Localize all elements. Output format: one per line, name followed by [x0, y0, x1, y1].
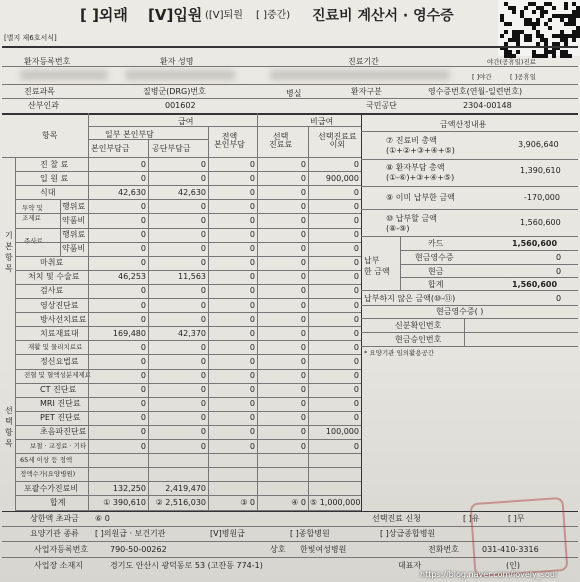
phone-label: 전화번호: [428, 545, 459, 554]
address-label: 사업장 소재지: [34, 561, 83, 570]
fee-cell: 0: [249, 300, 255, 310]
fee-cell: 0: [249, 427, 255, 437]
unpaid-value: 0: [556, 294, 562, 303]
injection-group-label: 주사료: [24, 237, 43, 245]
night-option-holiday: [ ]공휴일: [510, 73, 536, 81]
fee-cell: 0: [353, 328, 359, 338]
fee-row-label: 입 원 료: [40, 173, 69, 183]
fee-cell: ① 390,610: [103, 497, 146, 507]
grid: [208, 126, 209, 511]
fee-cell: 0: [353, 187, 359, 197]
fee-cell: 0: [353, 201, 359, 211]
rule: [2, 98, 578, 99]
fee-cell: 0: [140, 371, 146, 380]
fee-cell: 0: [140, 300, 146, 310]
fee-cell: 0: [249, 356, 255, 366]
fee-cell: 0: [249, 385, 255, 395]
fee-cell: 0: [300, 371, 306, 380]
fee-cell: 0: [200, 300, 206, 310]
fee-cell: 0: [249, 159, 255, 169]
row-divider: [15, 270, 361, 271]
unpaid-label: 납부하지 않은 금액(⑩-⑪): [364, 294, 456, 303]
grid: [148, 139, 149, 511]
fee-row-label: 진 찰 료: [40, 159, 69, 169]
row-divider: [15, 354, 361, 355]
fee-cell: 0: [140, 244, 146, 254]
patient-total-label: ⑧ 환자부담 총액 (①-⑥)+③+④+⑤): [386, 163, 455, 182]
row-divider: [15, 397, 361, 398]
qr-module: [576, 14, 580, 18]
row-divider: [15, 284, 361, 285]
row-divider: [15, 256, 361, 257]
drg-value: 001602: [165, 101, 196, 110]
fee-row-label: 처치 및 수술료: [28, 272, 80, 282]
grid: [361, 186, 578, 187]
night-label: 야간(공휴일)진료: [487, 58, 537, 66]
fee-cell: 0: [300, 314, 306, 324]
page-title: 진료비 계산서 · 영수증: [312, 8, 454, 24]
grid: [361, 113, 362, 511]
fee-cell: 0: [200, 314, 206, 324]
fee-cell: 42,630: [178, 187, 206, 197]
fee-cell: 0: [140, 413, 146, 423]
qr-module: [552, 6, 556, 10]
card-label: 카드: [428, 239, 444, 248]
fee-row-label: 전혈 및 혈액성분제제료: [24, 371, 91, 379]
fee-cell: 0: [200, 215, 206, 225]
fee-cell: 0: [300, 201, 306, 211]
fee-cell: 0: [140, 159, 146, 169]
fee-cell: 42,370: [178, 328, 206, 338]
title-inpatient: [V]입원: [148, 6, 203, 24]
grid: [361, 236, 578, 237]
fee-cell: 132,250: [112, 483, 146, 493]
grid: [361, 305, 578, 306]
fee-cell: 0: [200, 230, 206, 239]
qr-module: [500, 34, 504, 38]
fee-cell: 0: [200, 371, 206, 380]
row-divider: [15, 411, 361, 412]
fee-cell: 0: [200, 427, 206, 437]
insurer-header: 공단부담금: [152, 144, 191, 153]
total-value: 3,906,640: [518, 140, 559, 149]
selective-yes: [ ]유: [463, 514, 480, 523]
qr-module: [544, 54, 548, 58]
fee-cell: 0: [200, 385, 206, 395]
fee-cell: 0: [300, 244, 306, 254]
period-value: [270, 70, 450, 80]
due-label: ⑩ 납부할 금액 (⑧-⑨): [386, 214, 437, 233]
title-outpatient: [ ]외래: [80, 6, 128, 24]
fee-row-label: 초음파진단료: [40, 427, 87, 437]
selective-request-label: 선택진료 신청: [372, 514, 421, 523]
fee-cell: 0: [300, 385, 306, 395]
paid-label: ⑨ 이미 납부한 금액: [386, 193, 455, 202]
fee-cell: 0: [249, 399, 255, 409]
patient-name-label: 환자 성명: [160, 57, 194, 66]
id-number-label: 신분확인번호: [395, 321, 442, 330]
fee-cell: 11,563: [178, 272, 206, 282]
fee-cell: 0: [353, 286, 359, 296]
fee-cell: 0: [249, 371, 255, 380]
patient-type-value: 국민공단: [366, 101, 397, 110]
fee-cell: 0: [140, 215, 146, 225]
group-divider: [60, 199, 61, 255]
selective-header: 선택 진료료: [269, 132, 293, 149]
fee-cell: 0: [249, 258, 255, 268]
receipt-no-label: 영수증번호(연월-일련번호): [428, 87, 523, 96]
fee-cell: 46,253: [118, 272, 146, 282]
patient-name-value: [125, 70, 235, 80]
grid: [400, 277, 578, 278]
fee-cell: 0: [140, 427, 146, 437]
qr-module: [540, 14, 544, 18]
fee-cell: 0: [300, 356, 306, 366]
fee-row-label: 행위료: [62, 201, 86, 211]
fee-cell: 0: [353, 399, 359, 409]
grid: [400, 250, 578, 251]
fee-cell: 0: [249, 230, 255, 239]
due-value: 1,560,600: [520, 218, 561, 227]
row-divider: [15, 495, 361, 496]
fee-row-label: 재활 및 물리치료료: [28, 342, 83, 351]
fee-cell: 0: [353, 230, 359, 239]
fee-cell: 0: [249, 413, 255, 423]
night-option-night: [ ]야간: [472, 73, 492, 81]
fee-cell: 0: [140, 201, 146, 211]
row-divider: [15, 312, 361, 313]
grid: [361, 290, 578, 291]
fee-row-label: 합계: [50, 497, 66, 507]
qr-module: [564, 6, 568, 10]
fee-row-label: MRI 진단료: [40, 399, 81, 409]
row-divider: [15, 481, 361, 482]
self-pay-header: 본인부담금: [91, 144, 130, 153]
fee-cell: 0: [300, 215, 306, 225]
fee-cell: 0: [140, 342, 146, 352]
free-use-note: * 요양기관 임의활용공간: [364, 349, 435, 357]
fee-row-label: 행위료: [62, 230, 86, 239]
fee-cell: 0: [249, 272, 255, 282]
fee-row-label: 마취료: [40, 258, 64, 268]
hospital-name-value: 한빛여성병원: [300, 545, 347, 554]
row-divider: [15, 467, 361, 468]
meds-group-label: 투약 및 조제료: [22, 204, 43, 222]
fee-cell: 0: [200, 244, 206, 254]
fee-row-label: 치료재료대: [40, 328, 79, 338]
qr-module: [508, 22, 512, 26]
fee-row-label: PET 진단료: [40, 413, 81, 423]
qr-module: [512, 10, 516, 14]
fee-cell: 0: [300, 342, 306, 352]
fee-cell: 0: [200, 173, 206, 183]
hospital-seal-stamp: [470, 497, 569, 577]
fee-row-label: 약품비: [62, 215, 86, 225]
inst-option-hospital: [V]병원급: [210, 529, 245, 538]
fee-cell: 0: [300, 413, 306, 423]
fee-cell: 0: [249, 342, 255, 352]
grid: [308, 126, 309, 511]
fee-cell: 0: [353, 215, 359, 225]
fee-cell: 100,000: [325, 427, 359, 437]
qr-module: [548, 18, 552, 22]
row-divider: [15, 199, 361, 200]
fee-row-label: 65세 이상 등 정액: [20, 455, 73, 464]
phone-value: 031-410-3316: [482, 545, 539, 554]
fee-cell: 0: [140, 356, 146, 366]
item-header: 항목: [42, 131, 58, 140]
grid: [361, 159, 578, 160]
fee-row-label: 식대: [40, 187, 56, 197]
total-label: ⑦ 진료비 총액 (①+②+③+④+⑤): [386, 136, 455, 155]
fee-cell: 0: [200, 399, 206, 409]
fee-cell: 0: [200, 286, 206, 296]
reg-no-value: [20, 70, 108, 80]
covered-header: 급여: [178, 117, 194, 126]
fee-cell: 0: [140, 399, 146, 409]
row-divider: [15, 185, 361, 186]
fee-cell: 0: [353, 272, 359, 282]
dept-label: 진료과목: [24, 87, 55, 96]
grid: [400, 236, 401, 290]
fee-cell: ④ 0: [291, 497, 306, 507]
fee-cell: ② 2,516,030: [155, 497, 206, 507]
fee-row-label: 보철 · 교정료 · 기타: [30, 441, 87, 450]
cash-receipt-row-label: 현금영수증( ): [436, 307, 484, 316]
cash-label: 현금: [428, 267, 444, 276]
ward-label: 병실: [286, 89, 302, 98]
qr-module: [548, 26, 552, 30]
rule: [2, 66, 578, 67]
card-value: 1,560,600: [512, 239, 558, 248]
fee-row-label: 정액수가(요양병원): [20, 469, 76, 478]
grid: [400, 264, 578, 265]
grid: [361, 209, 578, 210]
fee-cell: 2,419,470: [165, 483, 206, 493]
select-items-label: 선택항목: [5, 406, 13, 448]
fee-cell: ③ 0: [240, 497, 255, 507]
representative-label: 대표자: [398, 561, 422, 570]
patient-type-label: 환자구분: [351, 87, 382, 96]
qr-module: [532, 10, 536, 14]
fee-cell: 0: [300, 427, 306, 437]
calc-header: 금액산정내용: [440, 120, 487, 129]
fee-cell: 0: [200, 342, 206, 352]
qr-module: [568, 54, 572, 58]
cash-value: 0: [556, 267, 562, 276]
cap-value: ⑥ 0: [95, 514, 110, 523]
grid: [88, 126, 361, 127]
uncovered-header: 비급여: [310, 117, 334, 126]
fee-cell: 0: [249, 215, 255, 225]
fee-cell: 0: [353, 314, 359, 324]
full-self-header: 전액 본인부담: [214, 132, 245, 149]
fee-cell: 0: [300, 328, 306, 338]
fee-cell: 0: [353, 244, 359, 254]
dept-value: 산부인과: [28, 101, 59, 110]
fee-cell: 0: [140, 385, 146, 395]
row-divider: [15, 425, 361, 426]
fee-cell: 0: [140, 286, 146, 296]
fee-cell: 0: [353, 441, 359, 451]
paid-value: -170,000: [524, 193, 560, 202]
fee-cell: 0: [200, 413, 206, 423]
title-interim: [ ]중간): [256, 10, 291, 21]
fee-cell: 0: [353, 342, 359, 352]
fee-cell: 0: [300, 187, 306, 197]
biz-no-label: 사업자등록번호: [34, 545, 89, 554]
qr-module: [536, 22, 540, 26]
biz-no-value: 790-50-00262: [110, 545, 167, 554]
fee-row-label: 약품비: [62, 244, 86, 254]
fee-cell: 0: [249, 314, 255, 324]
fee-cell: 0: [300, 441, 306, 451]
fee-cell: 0: [140, 230, 146, 239]
fee-cell: 0: [200, 258, 206, 268]
fee-cell: 0: [140, 441, 146, 451]
fee-cell: 900,000: [325, 173, 359, 183]
grid: [361, 318, 578, 319]
row-divider: [15, 326, 361, 327]
fee-cell: 0: [353, 371, 359, 380]
receipt-no-value: 2304-00148: [463, 101, 512, 110]
fee-cell: 0: [353, 300, 359, 310]
fee-cell: 0: [249, 328, 255, 338]
grid: [257, 113, 258, 511]
fee-cell: 0: [300, 159, 306, 169]
inst-option-clinic: [ ]의원급 · 보건기관: [95, 529, 166, 538]
fee-cell: 0: [353, 413, 359, 423]
fee-cell: 0: [300, 300, 306, 310]
blog-watermark: https://blog.naver.com/lovely_soul: [420, 570, 558, 579]
cash-receipt-label: 현금영수증: [415, 253, 454, 262]
selective-no: [ ]무: [508, 514, 525, 523]
fee-cell: 0: [200, 441, 206, 451]
fee-cell: 0: [353, 159, 359, 169]
address-value: 경기도 안산시 광덕동로 53 (고잔동 774-1): [110, 561, 263, 570]
fee-row-label: 방사선치료료: [40, 314, 87, 324]
grid: [361, 131, 578, 132]
fee-cell: 169,480: [112, 328, 146, 338]
qr-module: [544, 10, 548, 14]
title-discharge: ([V]퇴원: [205, 10, 243, 21]
fee-cell: 0: [249, 244, 255, 254]
qr-module: [516, 50, 520, 54]
grid: [361, 332, 578, 333]
fee-row-label: 포괄수가진료비: [24, 483, 79, 493]
qr-module: [528, 38, 532, 42]
fee-cell: 0: [300, 230, 306, 239]
qr-module: [552, 54, 556, 58]
row-divider: [15, 439, 361, 440]
frame-top: [2, 46, 578, 48]
sum-label: 합계: [428, 280, 444, 289]
fee-row-label: 정신요법료: [40, 356, 79, 366]
fee-cell: 0: [353, 258, 359, 268]
fee-cell: 42,630: [118, 187, 146, 197]
paid-amount-label: 납부 한 금액: [364, 256, 390, 276]
row-divider: [15, 171, 361, 172]
fee-cell: 0: [200, 201, 206, 211]
row-divider: [15, 383, 361, 384]
row-divider: [15, 369, 361, 370]
hospital-name-label: 상호: [270, 545, 286, 554]
drg-label: 질병군(DRG)번호: [143, 87, 206, 96]
inst-type-label: 요양기관 종류: [30, 529, 79, 538]
inst-option-general: [ ]종합병원: [290, 529, 330, 538]
period-label: 진료기간: [348, 57, 379, 66]
fee-cell: 0: [300, 399, 306, 409]
fee-cell: 0: [200, 159, 206, 169]
fee-cell: 0: [300, 286, 306, 296]
patient-total-value: 1,390,610: [520, 166, 561, 175]
cash-receipt-value: 0: [556, 253, 562, 262]
fee-cell: 0: [140, 173, 146, 183]
grid: [88, 113, 89, 511]
non-selective-header: 선택진료료 이외: [318, 132, 357, 149]
fee-row-label: 영상진단료: [40, 300, 79, 310]
fee-row-label: CT 진단료: [40, 385, 77, 395]
fee-cell: 0: [200, 356, 206, 366]
qr-module: [524, 6, 528, 10]
row-divider: [15, 340, 361, 341]
grid: [88, 139, 208, 140]
cap-label: 상한액 초과금: [30, 514, 79, 523]
seal-mark: (인): [506, 561, 520, 570]
fee-cell: 0: [249, 187, 255, 197]
partial-header: 일부 본인부담: [105, 130, 154, 139]
qr-module: [504, 30, 508, 34]
qr-module: [576, 34, 580, 38]
row-divider: [15, 242, 361, 243]
fee-cell: 0: [140, 314, 146, 324]
grid: [2, 157, 361, 158]
fee-cell: 0: [249, 201, 255, 211]
fee-cell: 0: [249, 173, 255, 183]
fee-cell: 0: [249, 286, 255, 296]
sum-value: 1,560,600: [512, 280, 558, 289]
form-number: [별지 제6호서식]: [4, 34, 57, 42]
reg-no-label: 환자등록번호: [24, 57, 71, 66]
rule: [2, 84, 578, 85]
fee-cell: 0: [140, 258, 146, 268]
fee-cell: ⑤ 1,000,000: [310, 497, 361, 507]
approval-number-label: 현금승인번호: [395, 335, 442, 344]
basic-items-label: 기본항목: [5, 231, 13, 273]
row-divider: [15, 228, 361, 229]
fee-cell: 0: [353, 356, 359, 366]
fee-cell: 0: [300, 258, 306, 268]
fee-cell: 0: [300, 173, 306, 183]
inst-option-tertiary: [ ]상급종합병원: [380, 529, 436, 538]
row-divider: [15, 298, 361, 299]
fee-row-label: 검사료: [40, 286, 64, 296]
qr-module: [572, 38, 576, 42]
row-divider: [15, 453, 361, 454]
fee-cell: 0: [249, 441, 255, 451]
grid: [361, 346, 578, 347]
fee-cell: 0: [353, 385, 359, 395]
row-divider: [15, 213, 361, 214]
grid: [15, 157, 16, 511]
fee-cell: 0: [300, 272, 306, 282]
